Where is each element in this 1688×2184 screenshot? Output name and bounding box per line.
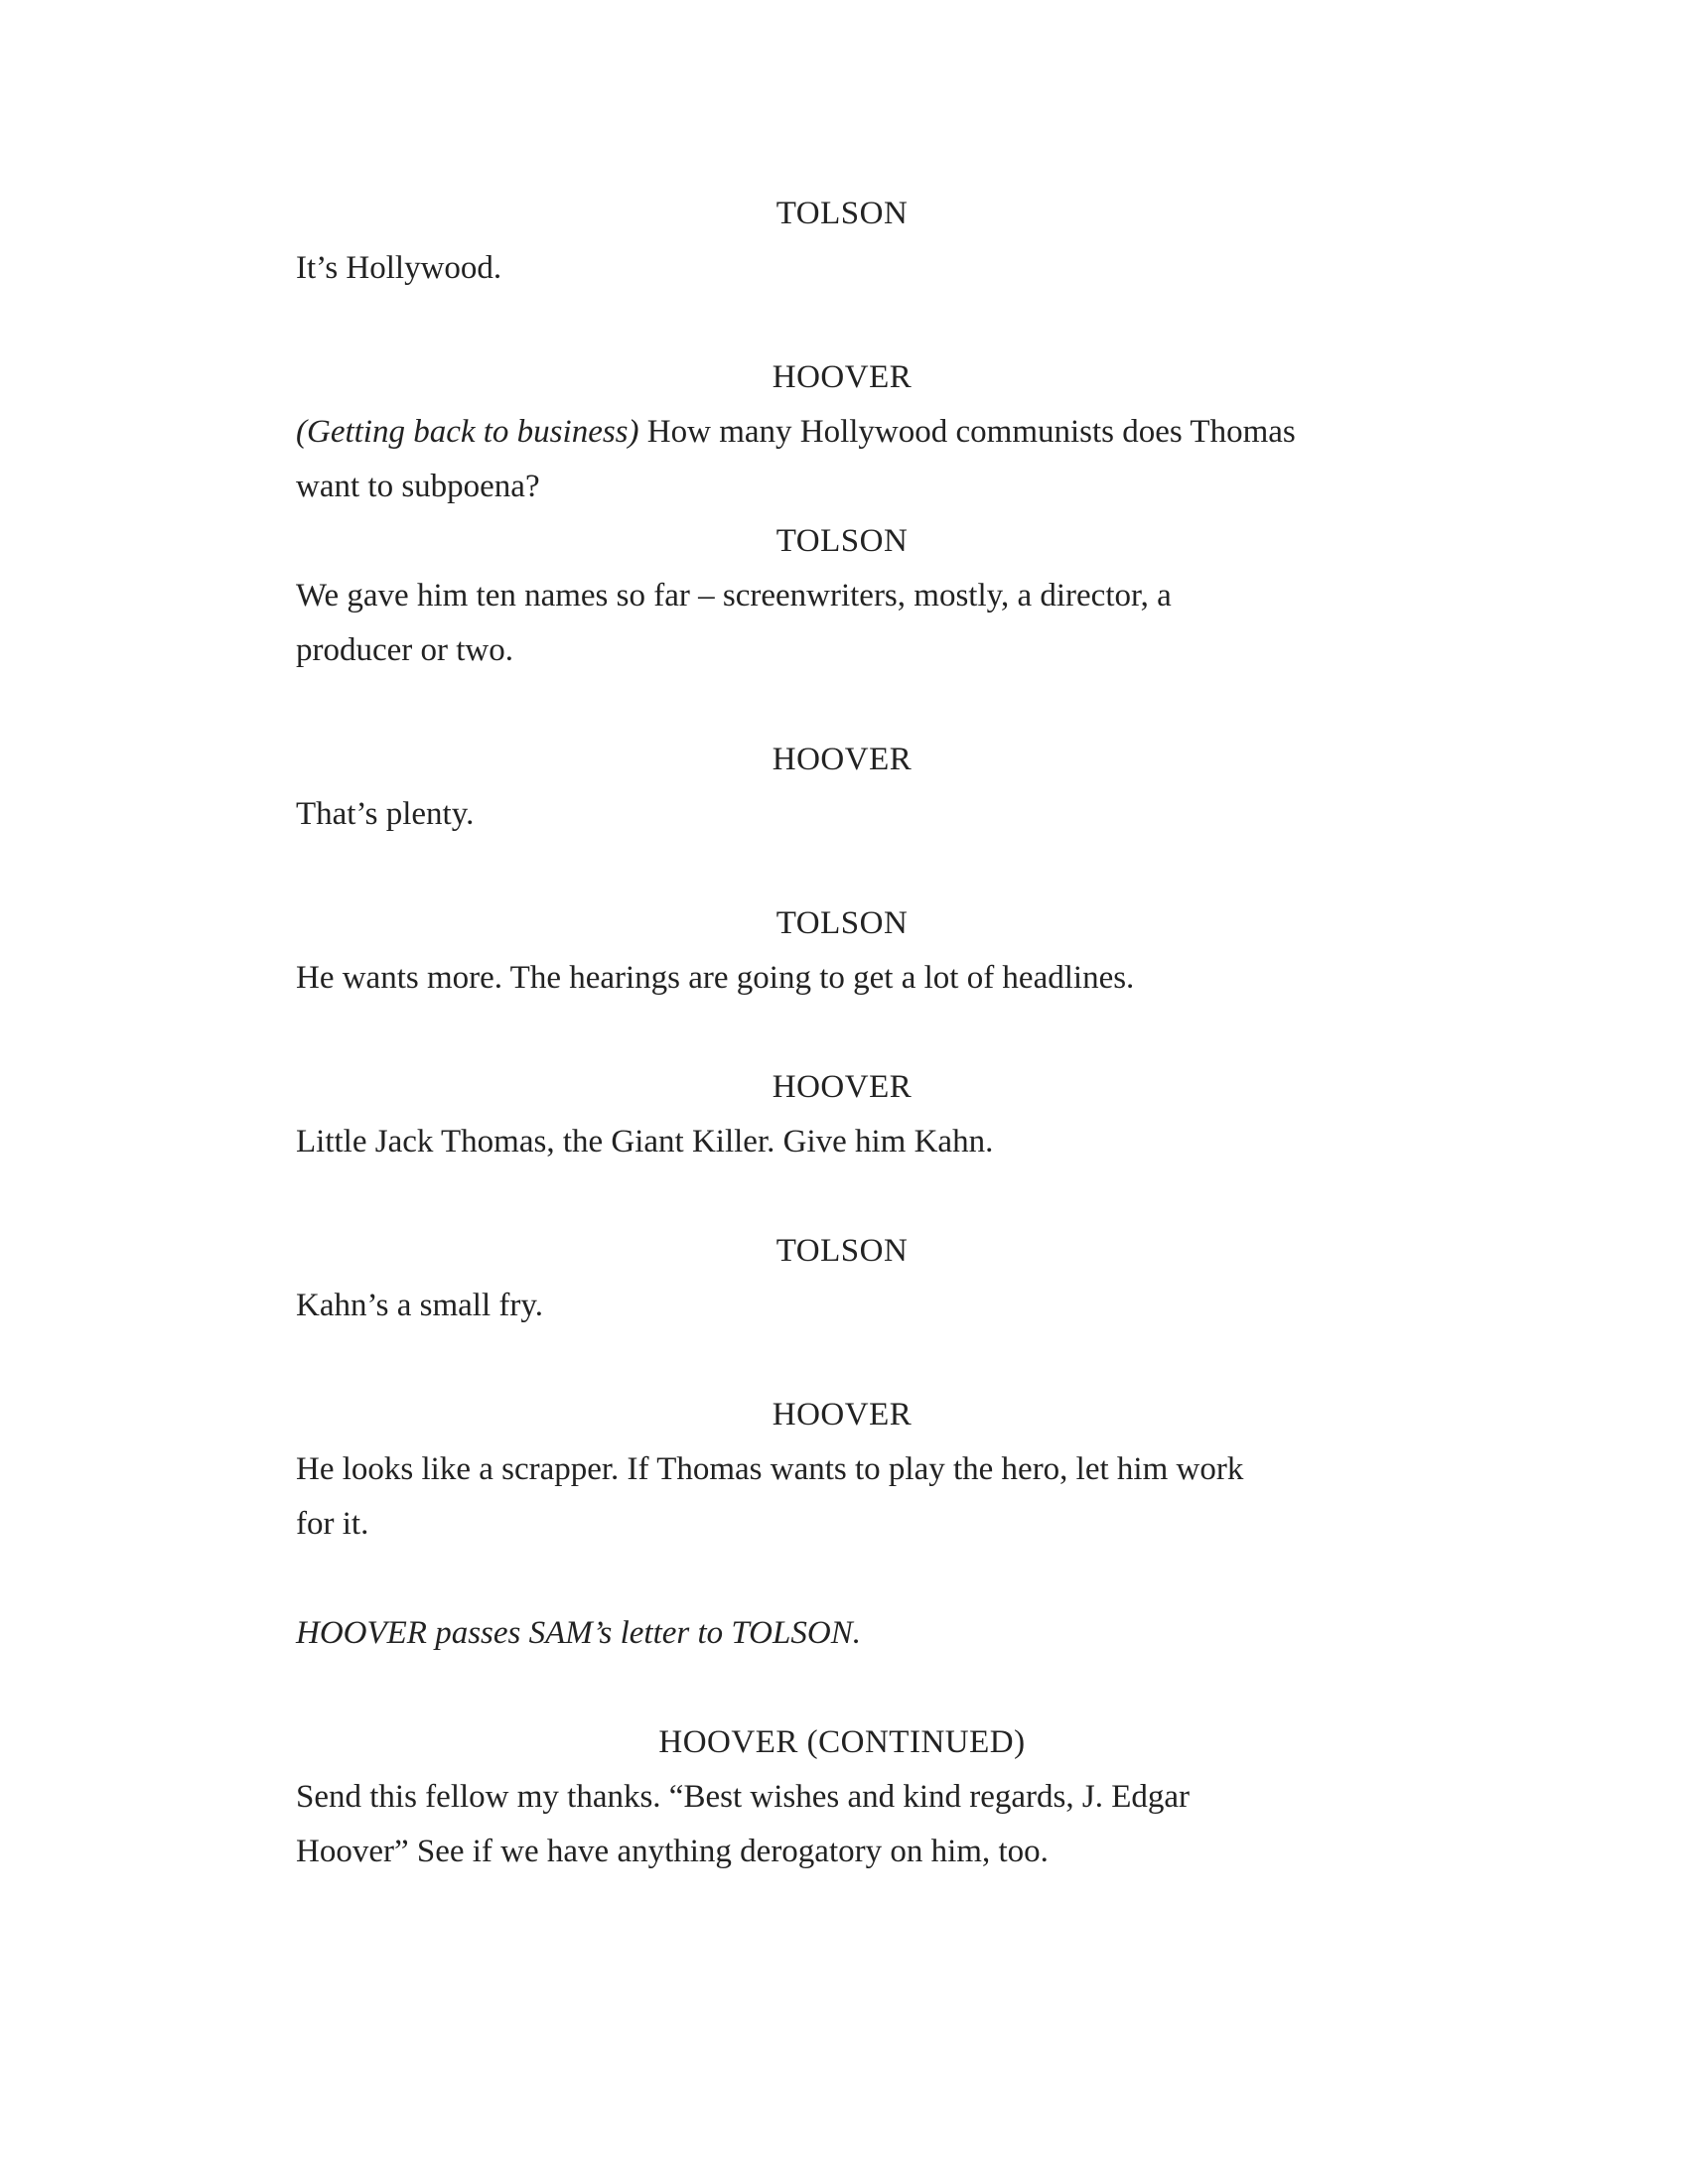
character-name: HOOVER (772, 1397, 913, 1433)
dialogue-line: We gave him ten names so far – screenwriters, mostly, a director, a (296, 578, 1172, 614)
character-name: HOOVER (772, 359, 913, 395)
stage-direction: (Getting back to business) (296, 414, 639, 450)
dialogue-line: He looks like a scrapper. If Thomas wants to play the hero, let him work (296, 1451, 1244, 1487)
dialogue-text: How many Hollywood communists does Thomas (646, 414, 1296, 450)
dialogue-line: Send this fellow my thanks. “Best wishes and kind regards, J. Edgar (296, 1779, 1191, 1815)
character-name: HOOVER (CONTINUED) (658, 1724, 1026, 1760)
dialogue-line: for it. (296, 1506, 369, 1542)
dialogue-block (296, 350, 1388, 514)
character-name: HOOVER (772, 1069, 913, 1105)
dialogue-block (296, 1715, 1388, 1879)
dialogue-line (296, 405, 1388, 460)
action-line: HOOVER passes SAM’s letter to TOLSON. (296, 1615, 861, 1651)
dialogue-line: want to subpoena? (296, 469, 540, 504)
action-block (296, 1606, 1388, 1661)
dialogue-block (296, 1388, 1388, 1552)
character-name: TOLSON (775, 905, 909, 941)
dialogue-block (296, 514, 1388, 678)
dialogue-line: It’s Hollywood. (296, 250, 502, 286)
dialogue-line: Kahn’s a small fry. (296, 1288, 543, 1323)
character-name: HOOVER (772, 742, 913, 777)
dialogue-line: Little Jack Thomas, the Giant Killer. Give him Kahn. (296, 1124, 994, 1160)
dialogue-block (296, 1224, 1388, 1333)
dialogue-block (296, 896, 1388, 1006)
dialogue-block (296, 187, 1388, 296)
dialogue-line: producer or two. (296, 632, 514, 668)
dialogue-line: Hoover” See if we have anything derogatory on him, too. (296, 1834, 1049, 1869)
dialogue-line: He wants more. The hearings are going to get a lot of headlines. (296, 960, 1135, 996)
dialogue-line: That’s plenty. (296, 796, 475, 832)
character-name: TOLSON (775, 196, 909, 231)
dialogue-block (296, 1060, 1388, 1169)
character-name: TOLSON (775, 1233, 909, 1269)
dialogue-block (296, 733, 1388, 842)
character-name: TOLSON (775, 523, 909, 559)
